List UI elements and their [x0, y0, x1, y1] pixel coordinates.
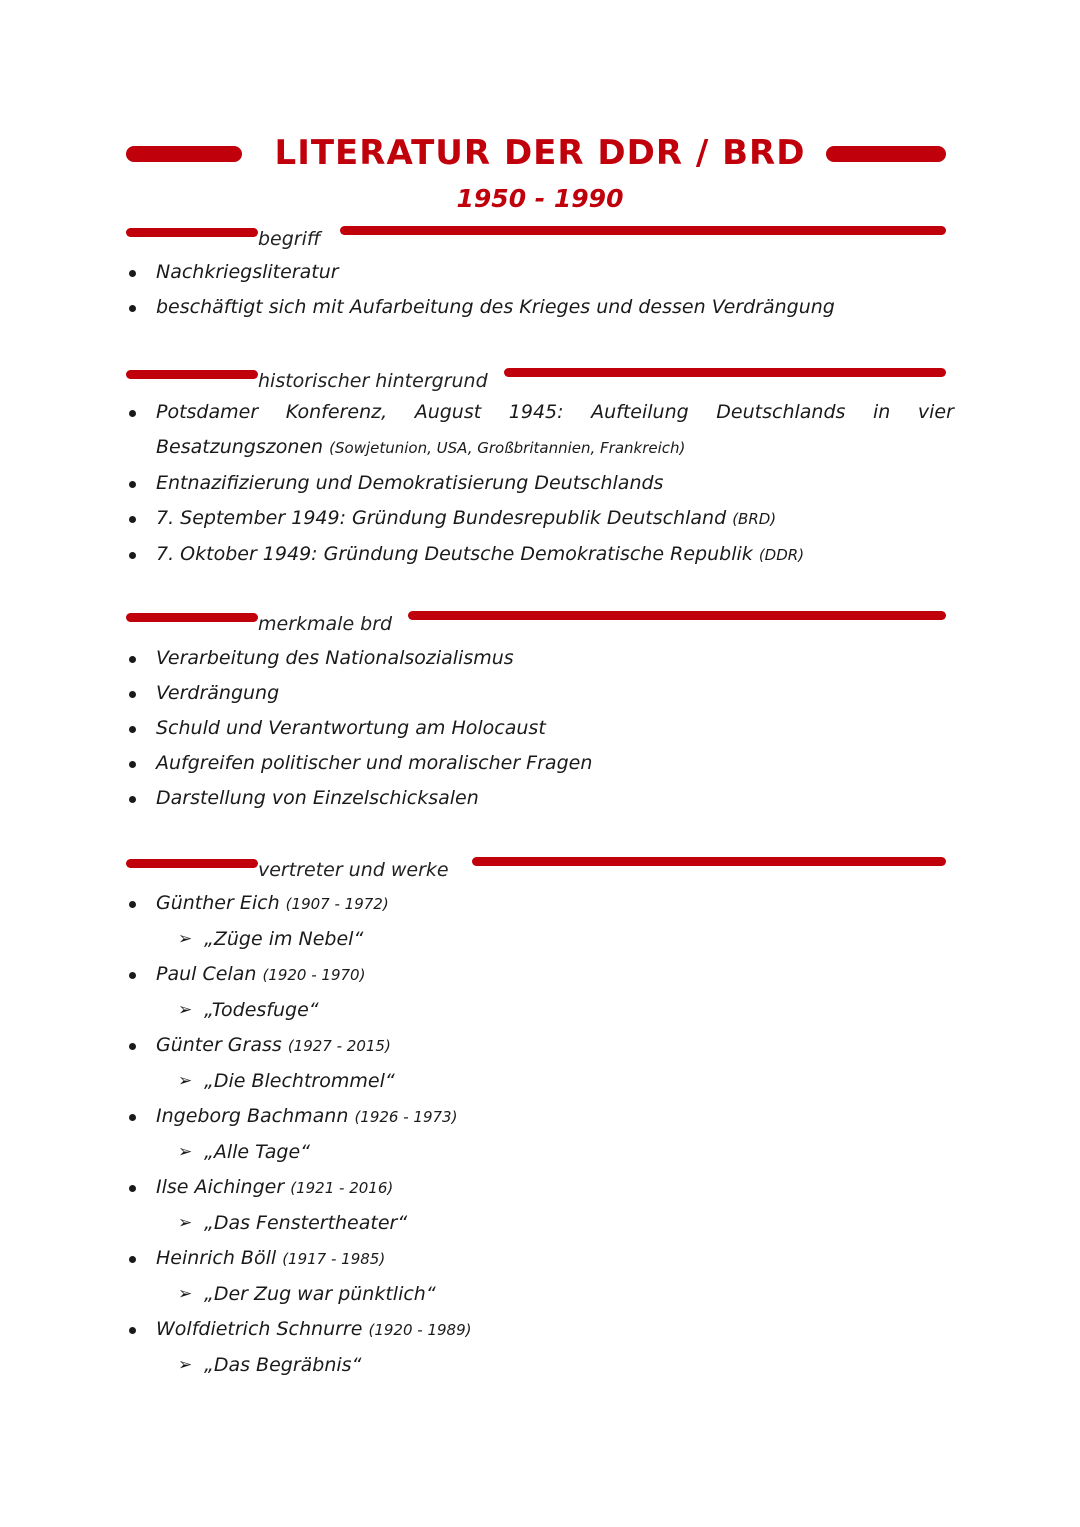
author-item: [126, 1099, 956, 1135]
author-years: (1920 - 1970): [262, 966, 366, 984]
item-note: (Sowjetunion, USA, Großbritannien, Frankreich): [329, 439, 686, 457]
title-bar-left: [126, 146, 242, 162]
work-title: „Das Fenstertheater“: [204, 1212, 408, 1234]
item-text: Besatzungszonen: [156, 436, 324, 458]
title-row: [126, 132, 946, 174]
vertreter-list: [126, 886, 956, 1383]
section-bar-left: [126, 859, 258, 868]
arrow-icon: ➢: [178, 1071, 193, 1091]
author-years: (1907 - 1972): [285, 895, 389, 913]
word: Deutschlands: [716, 401, 846, 423]
justified-line: [156, 395, 954, 430]
author-item: [126, 1241, 956, 1277]
arrow-icon: ➢: [178, 929, 193, 949]
work-title: „Alle Tage“: [204, 1141, 310, 1163]
section-header-merkmale: [126, 611, 946, 641]
author-years: (1921 - 2016): [290, 1179, 394, 1197]
work-item: [126, 922, 956, 957]
word: vier: [917, 401, 954, 423]
merkmale-list: [126, 641, 956, 816]
section-bar-right: [472, 857, 946, 866]
word: August: [414, 401, 482, 423]
arrow-icon: ➢: [178, 1213, 193, 1233]
list-item: [126, 537, 956, 573]
section-label: vertreter und werke: [258, 859, 449, 881]
author-name: Günther Eich: [156, 892, 280, 914]
word: 1945:: [508, 401, 564, 423]
work-title: „Todesfuge“: [204, 999, 319, 1021]
work-item: [126, 1348, 956, 1383]
work-title: „Die Blechtrommel“: [204, 1070, 395, 1092]
author-name: Günter Grass: [156, 1034, 282, 1056]
arrow-icon: ➢: [178, 1142, 193, 1162]
word: Aufteilung: [591, 401, 689, 423]
author-item: [126, 1312, 956, 1348]
page-title: LITERATUR DER DDR / BRD: [274, 133, 806, 173]
list-item: [126, 395, 956, 466]
section-bar-left: [126, 228, 258, 237]
list-item: Schuld und Verantwortung am Holocaust: [126, 711, 956, 746]
list-item: Verarbeitung des Nationalsozialismus: [126, 641, 956, 676]
word: in: [872, 401, 891, 423]
hintergrund-list: [126, 395, 956, 573]
continuation-line: [156, 430, 956, 466]
author-item: [126, 957, 956, 993]
author-years: (1917 - 1985): [282, 1250, 386, 1268]
author-name: Wolfdietrich Schnurre: [156, 1318, 363, 1340]
arrow-icon: ➢: [178, 1355, 193, 1375]
author-name: Ilse Aichinger: [156, 1176, 285, 1198]
author-name: Heinrich Böll: [156, 1247, 277, 1269]
list-item: Aufgreifen politischer und moralischer Fragen: [126, 746, 956, 781]
work-item: [126, 1206, 956, 1241]
list-item: [126, 501, 956, 537]
item-text: 7. Oktober 1949: Gründung Deutsche Demokratische Republik: [156, 543, 753, 565]
section-bar-left: [126, 370, 258, 379]
title-bar-right: [826, 146, 946, 162]
item-text: 7. September 1949: Gründung Bundesrepublik Deutschland: [156, 507, 727, 529]
page-subtitle: 1950 - 1990: [456, 184, 624, 213]
begriff-list: [126, 255, 956, 325]
list-item: Entnazifizierung und Demokratisierung Deutschlands: [126, 466, 956, 501]
section-header-hintergrund: [126, 368, 946, 398]
work-item: [126, 993, 956, 1028]
list-item: Verdrängung: [126, 676, 956, 711]
item-note: (BRD): [732, 510, 777, 528]
arrow-icon: ➢: [178, 1284, 193, 1304]
section-label: historischer hintergrund: [258, 370, 488, 392]
list-item: Nachkriegsliteratur: [126, 255, 956, 290]
item-note: (DDR): [758, 546, 805, 564]
work-title: „Das Begräbnis“: [204, 1354, 362, 1376]
section-label: merkmale brd: [258, 613, 393, 635]
word: Potsdamer: [156, 401, 259, 423]
author-name: Ingeborg Bachmann: [156, 1105, 349, 1127]
list-item: Darstellung von Einzelschicksalen: [126, 781, 956, 816]
author-years: (1920 - 1989): [368, 1321, 472, 1339]
list-item: beschäftigt sich mit Aufarbeitung des Krieges und dessen Verdrängung: [126, 290, 956, 325]
section-bar-right: [504, 368, 946, 377]
section-header-vertreter: [126, 857, 946, 887]
section-header-begriff: [126, 226, 946, 256]
section-bar-right: [340, 226, 946, 235]
author-item: [126, 1170, 956, 1206]
section-bar-left: [126, 613, 258, 622]
arrow-icon: ➢: [178, 1000, 193, 1020]
author-years: (1927 - 2015): [287, 1037, 391, 1055]
section-bar-right: [408, 611, 946, 620]
word: Konferenz,: [285, 401, 388, 423]
section-label: begriff: [258, 228, 321, 250]
author-name: Paul Celan: [156, 963, 257, 985]
author-item: [126, 1028, 956, 1064]
work-item: [126, 1135, 956, 1170]
work-item: [126, 1277, 956, 1312]
author-years: (1926 - 1973): [354, 1108, 458, 1126]
work-item: [126, 1064, 956, 1099]
work-title: „Züge im Nebel“: [204, 928, 364, 950]
author-item: [126, 886, 956, 922]
work-title: „Der Zug war pünktlich“: [204, 1283, 436, 1305]
